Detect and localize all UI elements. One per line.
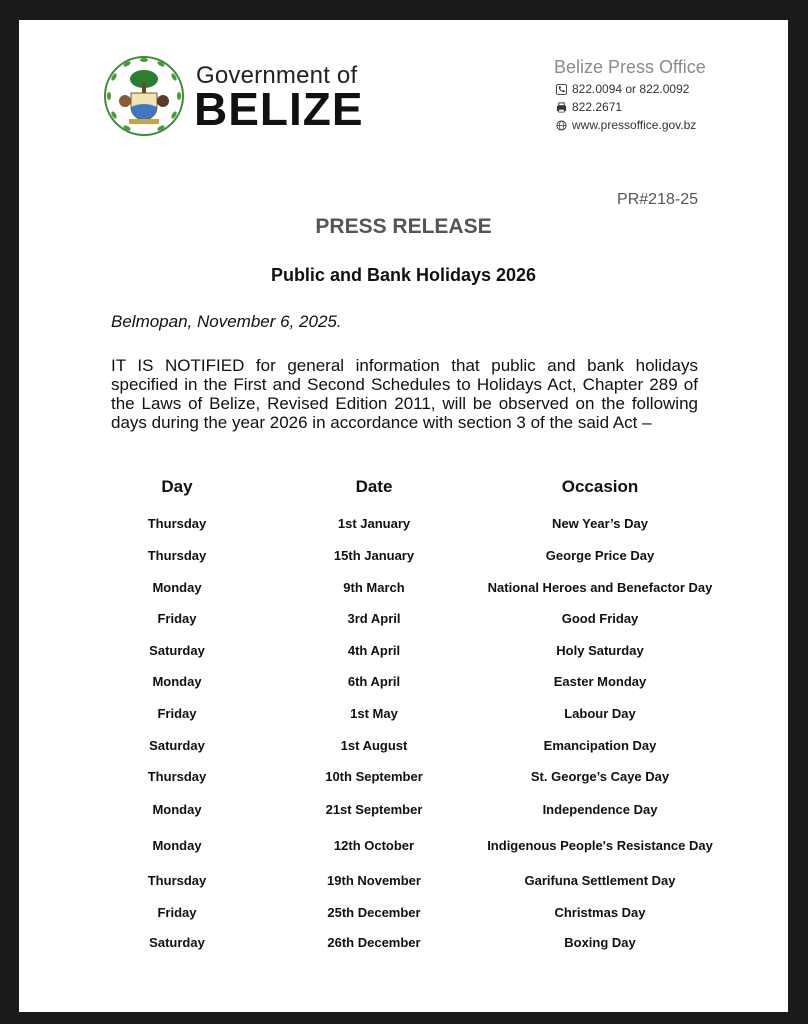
government-of-label: Government of — [196, 62, 358, 89]
contact-website — [556, 118, 696, 132]
day-cell: Monday — [152, 802, 202, 817]
occasion-cell: New Year’s Day — [552, 516, 648, 531]
date-cell: 1st January — [337, 516, 411, 531]
occasion-cell: National Heroes and Benefactor Day — [487, 580, 713, 595]
day-cell: Thursday — [147, 548, 207, 563]
occasion-cell: Good Friday — [561, 611, 639, 626]
occasion-cell: Christmas Day — [554, 905, 646, 920]
occasion-cell: Garifuna Settlement Day — [524, 873, 676, 888]
globe-icon — [556, 120, 567, 131]
contact-fax — [556, 100, 622, 114]
date-cell: 4th April — [347, 643, 401, 658]
day-cell: Monday — [152, 580, 202, 595]
occasion-cell: Indigenous People's Resistance Day — [487, 838, 713, 853]
date-cell: 15th January — [333, 548, 415, 563]
date-cell: 10th September — [325, 769, 423, 784]
date-cell: 6th April — [347, 674, 401, 689]
day-cell: Monday — [152, 674, 202, 689]
day-cell: Thursday — [147, 516, 207, 531]
date-cell: 1st August — [340, 738, 408, 753]
occasion-cell: Easter Monday — [553, 674, 647, 689]
date-cell: 19th November — [327, 873, 421, 888]
occasion-cell: Holy Saturday — [556, 643, 644, 658]
date-cell: 1st May — [350, 706, 398, 721]
occasion-cell: Emancipation Day — [543, 738, 657, 753]
phone-icon — [556, 84, 567, 95]
date-cell: 26th December — [327, 935, 421, 950]
date-cell: 12th October — [333, 838, 415, 853]
dateline: Belmopan, November 6, 2025. — [111, 312, 342, 331]
website-link[interactable]: www.pressoffice.gov.bz — [572, 118, 697, 132]
day-cell: Thursday — [147, 769, 207, 784]
occasion-cell: Independence Day — [542, 802, 658, 817]
date-cell: 9th March — [343, 580, 405, 595]
column-header-date: Date — [355, 477, 393, 496]
day-cell: Friday — [157, 611, 197, 626]
document-subtitle: Public and Bank Holidays 2026 — [270, 265, 537, 285]
day-cell: Friday — [157, 706, 197, 721]
occasion-cell: George Price Day — [545, 548, 655, 563]
column-header-occasion: Occasion — [561, 477, 639, 496]
occasion-cell: Boxing Day — [564, 935, 636, 950]
date-cell: 3rd April — [347, 611, 401, 626]
contact-phone — [556, 82, 689, 96]
fax-number: 822.2671 — [572, 100, 623, 114]
day-cell: Monday — [152, 838, 202, 853]
occasion-cell: Labour Day — [564, 706, 636, 721]
day-cell: Saturday — [149, 935, 205, 950]
fax-icon — [556, 102, 567, 113]
press-office-name: Belize Press Office — [554, 57, 706, 77]
phone-number: 822.0094 or 822.0092 — [572, 82, 690, 96]
date-cell: 21st September — [325, 802, 423, 817]
day-cell: Saturday — [149, 643, 205, 658]
day-cell: Friday — [157, 905, 197, 920]
press-release-number: PR#218-25 — [617, 191, 698, 208]
document-page — [19, 20, 788, 1012]
press-release-title: PRESS RELEASE — [315, 215, 492, 238]
belize-wordmark: BELIZE — [194, 83, 364, 135]
day-cell: Saturday — [149, 738, 205, 753]
date-cell: 25th December — [327, 905, 421, 920]
day-cell: Thursday — [147, 873, 207, 888]
coat-of-arms-seal — [103, 55, 185, 137]
notice-paragraph: IT IS NOTIFIED for general information that public and bank holidays specified in the First and Second Schedules to Holidays Act, Chapter 289 of the Laws of Belize, Revised Edition 2011, will be observed on the following days during the year 2026 in accordance with section 3 of the said Act – — [111, 356, 698, 432]
column-header-day: Day — [161, 477, 193, 496]
occasion-cell: St. George’s Caye Day — [530, 769, 670, 784]
